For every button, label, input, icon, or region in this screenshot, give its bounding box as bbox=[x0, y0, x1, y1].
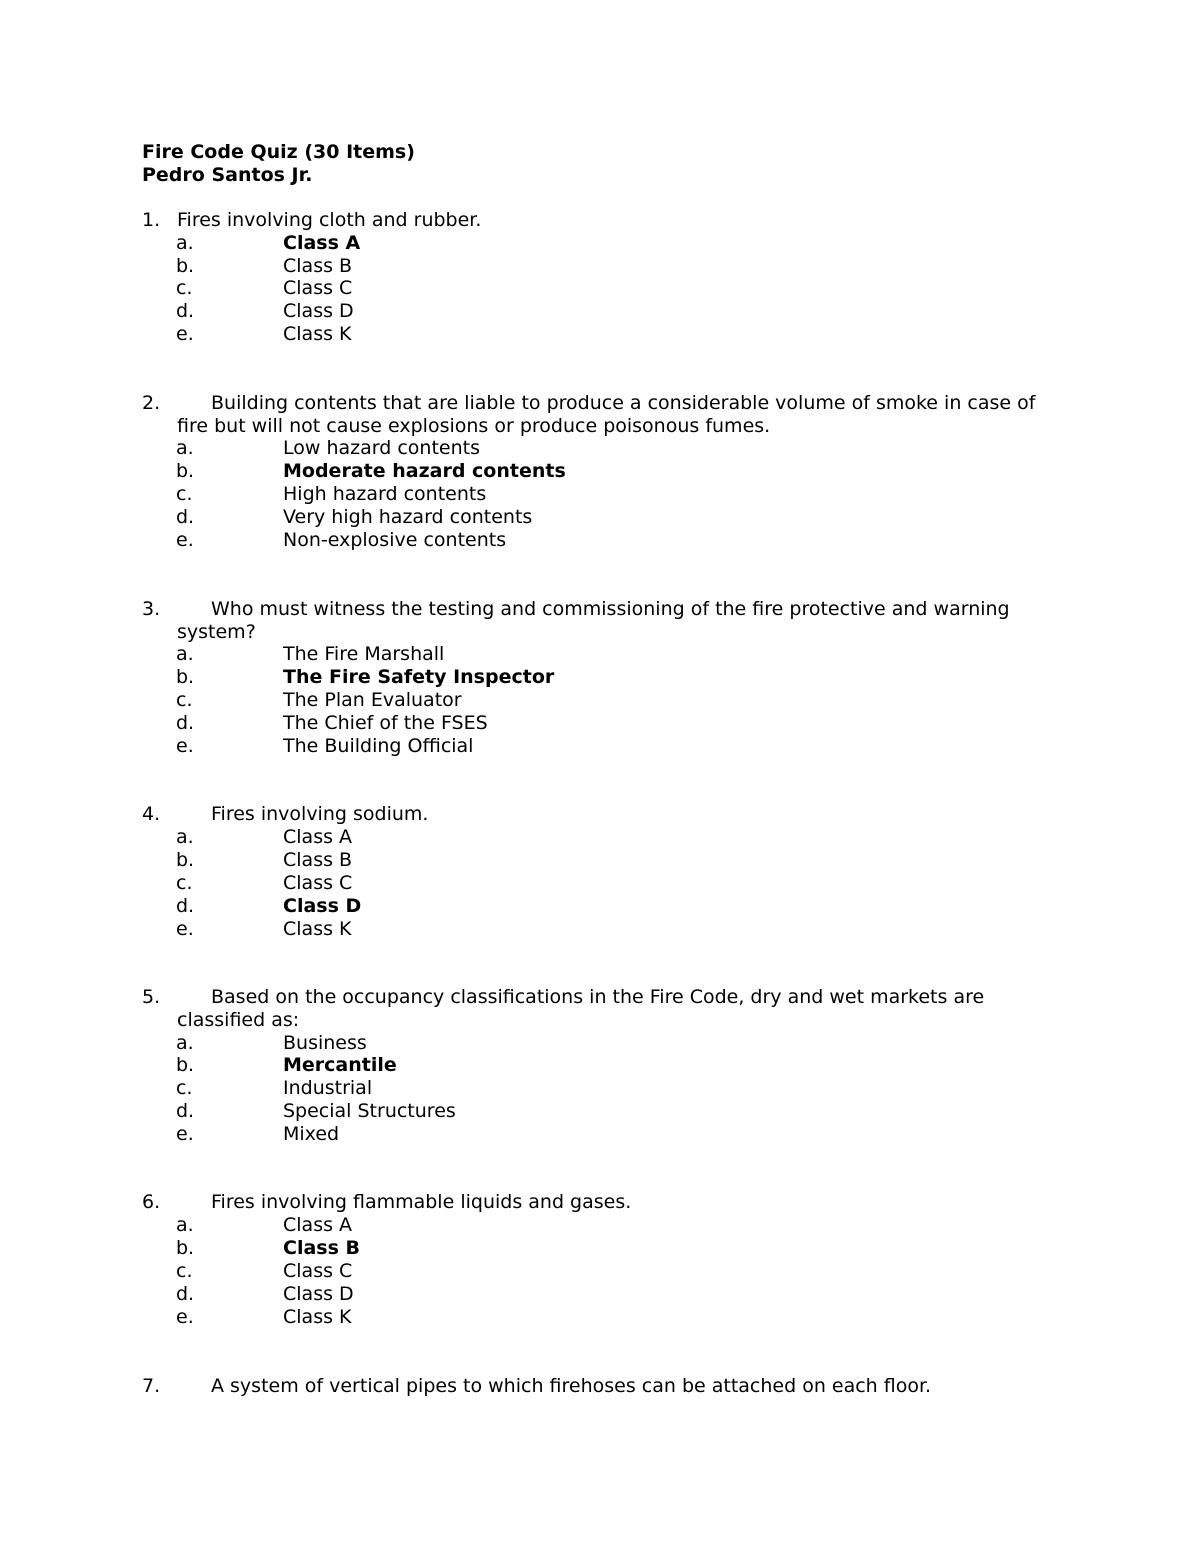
question-text: Fires involving sodium. bbox=[211, 803, 429, 825]
option-letter: c. bbox=[176, 1260, 193, 1282]
option-letter: b. bbox=[176, 849, 195, 871]
option-text: Class K bbox=[283, 323, 352, 345]
option-text: Mixed bbox=[283, 1123, 340, 1145]
question-number: 1. bbox=[142, 209, 161, 231]
option-text-correct: Mercantile bbox=[283, 1054, 397, 1076]
option-letter: a. bbox=[176, 643, 194, 665]
option-letter: d. bbox=[176, 506, 195, 528]
question-text: Who must witness the testing and commissioning of the fire protective and warning system? bbox=[177, 598, 1010, 643]
option-text-correct: Class D bbox=[283, 895, 362, 917]
document-author: Pedro Santos Jr. bbox=[142, 164, 313, 186]
option-text-correct: Class B bbox=[283, 1237, 360, 1259]
option-text: Class D bbox=[283, 300, 354, 322]
question-text: Based on the occupancy classifications in the Fire Code, dry and wet markets are classified as: bbox=[177, 986, 985, 1031]
option-text: The Chief of the FSES bbox=[283, 712, 488, 734]
option-text: Class K bbox=[283, 1306, 352, 1328]
option-text: Special Structures bbox=[283, 1100, 456, 1122]
option-letter: d. bbox=[176, 1283, 195, 1305]
option-text: Class C bbox=[283, 1260, 353, 1282]
option-text: High hazard contents bbox=[283, 483, 487, 505]
option-text: Very high hazard contents bbox=[283, 506, 533, 528]
option-text-correct: Moderate hazard contents bbox=[283, 460, 566, 482]
option-letter: e. bbox=[176, 918, 194, 940]
option-text: Class A bbox=[283, 826, 353, 848]
option-text: Non-explosive contents bbox=[283, 529, 507, 551]
option-letter: b. bbox=[176, 255, 195, 277]
option-letter: b. bbox=[176, 1054, 195, 1076]
document-title: Fire Code Quiz (30 Items) bbox=[142, 141, 415, 163]
question-text: Building contents that are liable to produce a considerable volume of smoke in case of fire but will not cause explosions or produce poisonous fumes. bbox=[177, 392, 1036, 437]
option-text: Class C bbox=[283, 277, 353, 299]
option-text: The Building Official bbox=[283, 735, 474, 757]
option-text: Business bbox=[283, 1032, 367, 1054]
option-text: Class B bbox=[283, 255, 353, 277]
option-letter: c. bbox=[176, 689, 193, 711]
option-letter: b. bbox=[176, 1237, 195, 1259]
option-letter: e. bbox=[176, 323, 194, 345]
option-text-correct: The Fire Safety Inspector bbox=[283, 666, 555, 688]
question-text: Fires involving flammable liquids and gases. bbox=[211, 1191, 632, 1213]
option-text: Class B bbox=[283, 849, 353, 871]
option-letter: e. bbox=[176, 735, 194, 757]
option-letter: a. bbox=[176, 826, 194, 848]
option-letter: d. bbox=[176, 1100, 195, 1122]
option-letter: d. bbox=[176, 300, 195, 322]
option-letter: a. bbox=[176, 1214, 194, 1236]
question-text: Fires involving cloth and rubber. bbox=[177, 209, 482, 231]
option-letter: e. bbox=[176, 1123, 194, 1145]
option-text-correct: Class A bbox=[283, 232, 361, 254]
option-letter: d. bbox=[176, 895, 195, 917]
option-text: Class K bbox=[283, 918, 352, 940]
option-text: The Fire Marshall bbox=[283, 643, 445, 665]
option-letter: b. bbox=[176, 666, 195, 688]
option-text: Class A bbox=[283, 1214, 353, 1236]
question-number: 5. bbox=[142, 986, 161, 1008]
option-text: Low hazard contents bbox=[283, 437, 480, 459]
question-number: 6. bbox=[142, 1191, 161, 1213]
option-text: Class D bbox=[283, 1283, 354, 1305]
option-letter: d. bbox=[176, 712, 195, 734]
option-letter: a. bbox=[176, 1032, 194, 1054]
question-number: 7. bbox=[142, 1375, 161, 1397]
option-letter: c. bbox=[176, 1077, 193, 1099]
option-letter: c. bbox=[176, 483, 193, 505]
option-letter: e. bbox=[176, 1306, 194, 1328]
option-text: Class C bbox=[283, 872, 353, 894]
option-text: Industrial bbox=[283, 1077, 373, 1099]
option-letter: b. bbox=[176, 460, 195, 482]
option-text: The Plan Evaluator bbox=[283, 689, 462, 711]
question-text: A system of vertical pipes to which firehoses can be attached on each floor. bbox=[211, 1375, 932, 1397]
option-letter: e. bbox=[176, 529, 194, 551]
question-number: 2. bbox=[142, 392, 161, 414]
option-letter: c. bbox=[176, 277, 193, 299]
question-number: 4. bbox=[142, 803, 161, 825]
option-letter: c. bbox=[176, 872, 193, 894]
option-letter: a. bbox=[176, 232, 194, 254]
question-number: 3. bbox=[142, 598, 161, 620]
option-letter: a. bbox=[176, 437, 194, 459]
